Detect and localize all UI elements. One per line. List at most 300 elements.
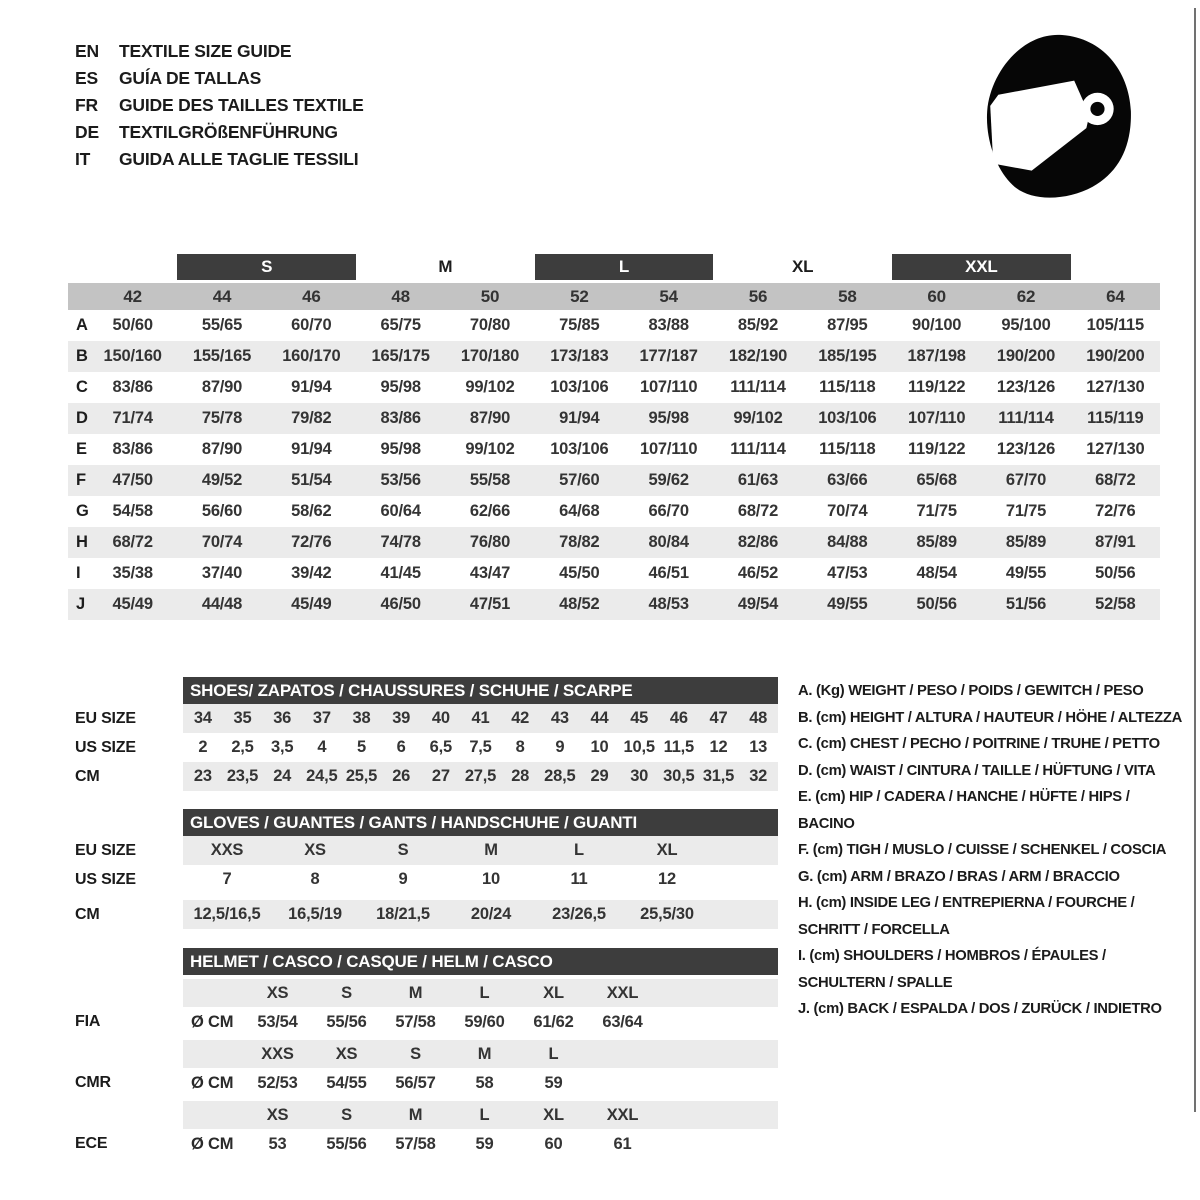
cell-value: 30,5 xyxy=(663,767,695,785)
cell-value: 9 xyxy=(555,738,565,756)
language-code: EN xyxy=(75,41,99,61)
numeric-size-58: 58 xyxy=(838,286,857,306)
numeric-size-header-row xyxy=(68,283,1160,310)
helmet-size-label: S xyxy=(341,1105,352,1124)
language-code: ES xyxy=(75,68,98,88)
cell-value: 55/56 xyxy=(326,1012,367,1031)
cell-value: 190/200 xyxy=(996,347,1056,365)
numeric-size-50: 50 xyxy=(480,286,500,306)
cell-value: 111/114 xyxy=(730,378,786,396)
helmet-groups xyxy=(75,979,778,1159)
cell-value: 26 xyxy=(392,767,411,785)
cell-value: 46/50 xyxy=(380,595,421,613)
cell-value: 46 xyxy=(669,709,688,727)
helmet-row-ece xyxy=(75,1129,778,1159)
language-code: FR xyxy=(75,95,98,115)
cell-value: 83/86 xyxy=(380,409,421,427)
cell-value: 57/60 xyxy=(559,471,600,489)
cell-value: 111/114 xyxy=(730,440,786,458)
cell-value: 58/62 xyxy=(291,502,332,520)
cell-value: 51/54 xyxy=(291,471,332,489)
cell-value: 23/26,5 xyxy=(552,905,606,923)
helmet-size-label: XS xyxy=(335,1044,358,1063)
cell-value: 20/24 xyxy=(470,905,512,923)
unit-label: Ø CM xyxy=(191,1134,234,1153)
cell-value: 103/106 xyxy=(550,378,609,396)
helmet-size-header-cmr xyxy=(75,1040,778,1068)
cell-value: 87/95 xyxy=(827,316,868,334)
cell-value: 50/56 xyxy=(1095,564,1136,582)
cell-value: 165/175 xyxy=(371,347,430,365)
cell-value: 91/94 xyxy=(559,409,600,427)
cell-value: 59/62 xyxy=(648,471,689,489)
shoes-section xyxy=(75,677,778,791)
language-code: IT xyxy=(75,149,91,169)
cell-value: 44 xyxy=(590,709,609,727)
cell-value: 45 xyxy=(630,709,649,727)
table-row-g xyxy=(68,496,1160,527)
cell-value: 60/64 xyxy=(380,502,421,520)
cell-value: 27 xyxy=(431,767,450,785)
cell-value: 83/86 xyxy=(112,440,153,458)
unit-label: Ø CM xyxy=(191,1012,234,1031)
helmet-size-label: S xyxy=(410,1044,421,1063)
cell-value: 25,5/30 xyxy=(640,905,694,923)
cell-value: 25,5 xyxy=(345,767,378,785)
legend-item-i: I. (cm) SHOULDERS / HOMBROS / ÉPAULES / SCHULTERN / SPALLE xyxy=(798,948,1106,991)
cell-value: 55/65 xyxy=(201,316,243,334)
cell-value: 63/64 xyxy=(602,1012,643,1031)
cell-value: 72/76 xyxy=(1095,502,1136,520)
cell-value: 85/92 xyxy=(737,316,779,334)
size-label-s: S xyxy=(177,254,356,280)
cell-value: 12,5/16,5 xyxy=(193,905,261,923)
cell-value: 103/106 xyxy=(818,409,877,427)
cell-value: 43 xyxy=(550,709,569,727)
size-label-xl: XL xyxy=(792,257,814,276)
cell-value: 160/170 xyxy=(282,347,341,365)
cell-value: 115/118 xyxy=(819,440,876,458)
row-letter: J xyxy=(76,595,85,613)
cell-value: 123/126 xyxy=(996,378,1056,396)
standard-label: CMR xyxy=(75,1074,111,1091)
cell-value: 75/85 xyxy=(559,316,600,334)
cell-value: 53/54 xyxy=(257,1012,298,1031)
gloves-values xyxy=(183,836,778,865)
cell-value: 54/58 xyxy=(112,502,153,520)
gloves-values xyxy=(183,900,778,929)
numeric-size-48: 48 xyxy=(391,286,410,306)
cell-value: 56/57 xyxy=(395,1073,436,1092)
cell-value: 119/122 xyxy=(907,440,966,458)
helmet-size-label: M xyxy=(408,1105,423,1124)
cell-value: 34 xyxy=(193,709,212,727)
helmet-size-label: L xyxy=(548,1044,559,1063)
language-title: TEXTILGRÖßENFÜHRUNG xyxy=(119,122,338,142)
cell-value: 59 xyxy=(475,1134,494,1153)
cell-value: 99/102 xyxy=(465,440,515,458)
cell-value: 2,5 xyxy=(231,738,254,756)
cell-value: 155/165 xyxy=(192,347,252,365)
cell-value: 78/82 xyxy=(559,533,600,551)
cell-value: 47/50 xyxy=(112,471,153,489)
helmet-size-label: S xyxy=(341,983,352,1002)
cell-value: 60/70 xyxy=(291,316,332,334)
row-letter: H xyxy=(76,533,88,551)
table-row-j xyxy=(68,589,1160,620)
cell-value: 90/100 xyxy=(912,316,962,334)
letter-size-header-row xyxy=(68,253,1160,281)
cell-value: 64/68 xyxy=(559,502,600,520)
helmet-size-label: XXL xyxy=(606,1105,639,1124)
cell-value: 67/70 xyxy=(1005,471,1047,489)
helmet-sizes xyxy=(183,1040,778,1068)
cell-value: 49/55 xyxy=(827,595,868,613)
cell-value: 29 xyxy=(590,767,609,785)
cell-value: 107/110 xyxy=(639,440,698,458)
language-row xyxy=(75,92,364,119)
helmet-size-label: XS xyxy=(266,983,289,1002)
helmet-size-label: M xyxy=(408,983,423,1002)
cell-value: S xyxy=(397,841,409,859)
row-label: CM xyxy=(75,905,100,923)
cell-value: 53 xyxy=(268,1134,287,1153)
cell-value: 105/115 xyxy=(1086,316,1144,334)
gloves-rows xyxy=(75,836,778,929)
cell-value: 84/88 xyxy=(827,533,868,551)
cell-value: M xyxy=(484,841,498,859)
cell-value: 57/58 xyxy=(395,1134,436,1153)
cell-value: 150/160 xyxy=(103,347,162,365)
numeric-size-60: 60 xyxy=(927,286,946,306)
page-edge-line xyxy=(1194,8,1196,1112)
language-title: TEXTILE SIZE GUIDE xyxy=(119,41,292,61)
cell-value: 127/130 xyxy=(1086,378,1145,396)
cell-value: 54/55 xyxy=(326,1073,367,1092)
cell-value: 12 xyxy=(658,870,676,888)
cell-value: 107/110 xyxy=(639,378,698,396)
cell-value: 95/98 xyxy=(380,378,421,396)
helmet-size-label: M xyxy=(477,1044,492,1063)
cell-value: 87/90 xyxy=(201,440,243,458)
cell-value: 60 xyxy=(544,1134,563,1153)
cell-value: 87/90 xyxy=(469,409,511,427)
standard-label: ECE xyxy=(75,1135,108,1152)
cell-value: 61 xyxy=(613,1134,632,1153)
cell-value: 11 xyxy=(570,870,588,888)
language-code: DE xyxy=(75,122,99,142)
helmet-values xyxy=(183,1007,778,1037)
cell-value: 40 xyxy=(431,709,450,727)
cell-value: 48 xyxy=(749,709,768,727)
shoes-title: SHOES/ ZAPATOS / CHAUSSURES / SCHUHE / SCARPE xyxy=(183,677,778,704)
cell-value: 4 xyxy=(317,738,327,756)
language-row xyxy=(75,119,364,146)
cell-value: 119/122 xyxy=(907,378,966,396)
shoes-row-cm xyxy=(75,762,778,791)
cell-value: 44/48 xyxy=(201,595,243,613)
cell-value: 46/52 xyxy=(737,564,779,582)
cell-value: 13 xyxy=(749,738,768,756)
cell-value: 190/200 xyxy=(1086,347,1145,365)
cell-value: 68/72 xyxy=(1095,471,1136,489)
cell-value: 35/38 xyxy=(112,564,153,582)
cell-value: XL xyxy=(656,841,678,859)
helmet-values xyxy=(183,1068,778,1098)
cell-value: 10,5 xyxy=(623,738,655,756)
helmet-size-label: XXS xyxy=(261,1044,294,1063)
shoes-rows xyxy=(75,704,778,791)
cell-value: 35 xyxy=(233,709,252,727)
cell-value: 52/53 xyxy=(257,1073,298,1092)
legend-item-j: J. (cm) BACK / ESPALDA / DOS / ZURÜCK / INDIETRO xyxy=(798,1001,1162,1017)
row-letter: E xyxy=(76,440,87,458)
cell-value: 70/74 xyxy=(827,502,868,520)
cell-value: 53/56 xyxy=(380,471,421,489)
cell-value: 8 xyxy=(515,738,525,756)
numeric-size-52: 52 xyxy=(570,286,589,306)
helmet-row-cmr xyxy=(75,1068,778,1098)
cell-value: 115/119 xyxy=(1087,409,1144,427)
cell-value: 79/82 xyxy=(291,409,332,427)
legend-item-c: C. (cm) CHEST / PECHO / POITRINE / TRUHE / PETTO xyxy=(798,736,1160,752)
gloves-values xyxy=(183,865,778,894)
helmet-row-fia xyxy=(75,1007,778,1037)
cell-value: 55/58 xyxy=(469,471,511,489)
row-letter: G xyxy=(76,502,89,520)
numeric-size-54: 54 xyxy=(659,286,678,306)
cell-value: 27,5 xyxy=(464,767,497,785)
helmet-size-header-ece xyxy=(75,1101,778,1129)
row-label: US SIZE xyxy=(75,870,136,888)
cell-value: 107/110 xyxy=(907,409,966,427)
cell-value: 47 xyxy=(709,709,728,727)
row-letter: B xyxy=(76,347,88,365)
unit-label: Ø CM xyxy=(191,1073,234,1092)
cell-value: 18/21,5 xyxy=(376,905,430,923)
cell-value: 61/63 xyxy=(737,471,779,489)
cell-value: 182/190 xyxy=(728,347,788,365)
cell-value: 55/56 xyxy=(326,1134,367,1153)
table-row-e xyxy=(68,434,1160,465)
legend-item-h: H. (cm) INSIDE LEG / ENTREPIERNA / FOURCHE / SCHRITT / FORCELLA xyxy=(798,895,1135,938)
cell-value: 63/66 xyxy=(827,471,868,489)
cell-value: 66/70 xyxy=(648,502,689,520)
cell-value: 43/47 xyxy=(469,564,511,582)
table-row-h xyxy=(68,527,1160,558)
cell-value: 7 xyxy=(222,870,232,888)
cell-value: 39 xyxy=(392,709,411,727)
cell-value: 49/55 xyxy=(1005,564,1047,582)
helmet-size-header-fia xyxy=(75,979,778,1007)
legend-item-a: A. (Kg) WEIGHT / PESO / POIDS / GEWITCH / PESO xyxy=(798,683,1144,699)
cell-value: 10 xyxy=(482,870,500,888)
shoes-values xyxy=(183,733,778,762)
cell-value: 38 xyxy=(352,709,371,727)
size-label-l: L xyxy=(535,254,714,280)
cell-value: 23,5 xyxy=(226,767,259,785)
row-letter: A xyxy=(76,316,88,334)
cell-value: 7,5 xyxy=(469,738,492,756)
cell-value: 99/102 xyxy=(733,409,783,427)
cell-value: 103/106 xyxy=(550,440,609,458)
cell-value: 70/80 xyxy=(469,316,511,334)
cell-value: 24 xyxy=(273,767,292,785)
cell-value: 5 xyxy=(357,738,366,756)
cell-value: 48/53 xyxy=(648,595,689,613)
cell-value: 31,5 xyxy=(702,767,735,785)
cell-value: 61/62 xyxy=(533,1012,574,1031)
cell-value: 36 xyxy=(273,709,292,727)
cell-value: 99/102 xyxy=(465,378,515,396)
row-label: EU SIZE xyxy=(75,709,136,727)
helmet-title: HELMET / CASCO / CASQUE / HELM / CASCO xyxy=(183,948,778,975)
gloves-row-cm xyxy=(75,900,778,929)
language-row xyxy=(75,146,364,173)
gloves-row-us-size xyxy=(75,865,778,894)
helmet-size-label: XL xyxy=(543,983,564,1002)
cell-value: 82/86 xyxy=(737,533,779,551)
numeric-size-44: 44 xyxy=(212,286,232,306)
numeric-size-56: 56 xyxy=(748,286,768,306)
cell-value: 47/53 xyxy=(827,564,868,582)
cell-value: 6 xyxy=(396,738,406,756)
cell-value: 12 xyxy=(709,738,728,756)
cell-value: 71/75 xyxy=(1005,502,1047,520)
cell-value: 74/78 xyxy=(380,533,421,551)
legend-item-b: B. (cm) HEIGHT / ALTURA / HAUTEUR / HÖHE / ALTEZZA xyxy=(798,709,1182,726)
cell-value: 173/183 xyxy=(550,347,609,365)
cell-value: 111/114 xyxy=(998,409,1054,427)
cell-value: 87/91 xyxy=(1095,533,1136,551)
cell-value: 72/76 xyxy=(291,533,332,551)
cell-value: 115/118 xyxy=(819,378,876,396)
cell-value: 85/89 xyxy=(916,533,957,551)
cell-value: 58 xyxy=(475,1073,494,1092)
cell-value: 71/74 xyxy=(112,409,153,427)
cell-value: 57/58 xyxy=(395,1012,436,1031)
cell-value: 49/54 xyxy=(737,595,779,613)
shoes-row-eu-size xyxy=(75,704,778,733)
cell-value: 85/89 xyxy=(1005,533,1047,551)
row-letter: I xyxy=(76,564,81,582)
measurement-legend xyxy=(798,678,1186,1023)
cell-value: 71/75 xyxy=(916,502,957,520)
cell-value: 62/66 xyxy=(469,502,511,520)
cell-value: 76/80 xyxy=(469,533,511,551)
cell-value: 37/40 xyxy=(201,564,243,582)
cell-value: 41 xyxy=(471,709,490,727)
textile-size-table-body xyxy=(68,310,1160,620)
helmet-values xyxy=(183,1129,778,1159)
language-title: GUIDA ALLE TAGLIE TESSILI xyxy=(119,149,359,169)
cell-value: 75/78 xyxy=(201,409,243,427)
cell-value: 30 xyxy=(630,767,649,785)
cell-value: 24,5 xyxy=(306,767,338,785)
gloves-title: GLOVES / GUANTES / GANTS / HANDSCHUHE / GUANTI xyxy=(183,809,778,836)
helmet-size-label: XXL xyxy=(606,983,639,1002)
cell-value: 68/72 xyxy=(737,502,779,520)
cell-value: 6,5 xyxy=(429,738,452,756)
standard-label: FIA xyxy=(75,1013,101,1030)
cell-value: 59 xyxy=(544,1073,563,1092)
cell-value: 41/45 xyxy=(380,564,421,582)
shoes-row-us-size xyxy=(75,733,778,762)
cell-value: 10 xyxy=(590,738,609,756)
cell-value: 65/75 xyxy=(380,316,421,334)
shoes-values xyxy=(183,762,778,791)
cell-value: 47/51 xyxy=(469,595,511,613)
row-label: CM xyxy=(75,767,100,785)
helmet-size-label: XS xyxy=(266,1105,289,1124)
row-letter: F xyxy=(76,471,86,489)
row-letter: D xyxy=(76,409,88,427)
cell-value: 127/130 xyxy=(1086,440,1145,458)
table-row-d xyxy=(68,403,1160,434)
row-label: US SIZE xyxy=(75,738,136,756)
cell-value: 45/49 xyxy=(112,595,153,613)
cell-value: 49/52 xyxy=(201,471,243,489)
cell-value: 95/98 xyxy=(648,409,689,427)
table-row-b xyxy=(68,341,1160,372)
gloves-section xyxy=(75,809,778,929)
cell-value: 28,5 xyxy=(544,767,576,785)
size-label-xxl: XXL xyxy=(892,254,1071,280)
language-title: GUIDE DES TAILLES TEXTILE xyxy=(119,95,364,115)
cell-value: 83/88 xyxy=(648,316,689,334)
cell-value: 170/180 xyxy=(460,347,520,365)
cell-value: 28 xyxy=(511,767,530,785)
cell-value: 16,5/19 xyxy=(288,905,342,923)
cell-value: 11,5 xyxy=(663,738,695,756)
helmet-size-label: L xyxy=(479,983,490,1002)
numeric-size-64: 64 xyxy=(1106,286,1125,306)
table-row-c xyxy=(68,372,1160,403)
cell-value: 83/86 xyxy=(112,378,153,396)
language-row xyxy=(75,38,364,65)
cell-value: 51/56 xyxy=(1005,595,1047,613)
numeric-size-62: 62 xyxy=(1016,286,1036,306)
cell-value: 50/60 xyxy=(112,316,153,334)
cell-value: 32 xyxy=(749,767,768,785)
cell-value: 95/98 xyxy=(380,440,421,458)
cell-value: 37 xyxy=(312,709,331,727)
legend-item-f: F. (cm) TIGH / MUSLO / CUISSE / SCHENKEL / COSCIA xyxy=(798,842,1167,858)
numeric-size-46: 46 xyxy=(302,286,321,306)
language-title: GUÍA DE TALLAS xyxy=(119,68,262,88)
cell-value: 52/58 xyxy=(1095,595,1136,613)
helmet-size-label: XL xyxy=(543,1105,564,1124)
cell-value: 9 xyxy=(398,870,408,888)
cell-value: 91/94 xyxy=(291,440,332,458)
cell-value: 185/195 xyxy=(818,347,877,365)
helmet-sizes xyxy=(183,979,778,1007)
cell-value: 65/68 xyxy=(916,471,957,489)
cell-value: XXS xyxy=(210,841,244,859)
shoes-values xyxy=(183,704,778,733)
legend-item-g: G. (cm) ARM / BRAZO / BRAS / ARM / BRACCIO xyxy=(798,868,1120,885)
legend-item-e: E. (cm) HIP / CADERA / HANCHE / HÜFTE / HIPS / BACINO xyxy=(798,789,1130,832)
language-row xyxy=(75,65,364,92)
row-letter: C xyxy=(76,378,88,396)
table-row-f xyxy=(68,465,1160,496)
cell-value: 123/126 xyxy=(996,440,1056,458)
cell-value: L xyxy=(574,841,584,859)
helmet-section xyxy=(75,948,778,1159)
textile-size-table xyxy=(68,253,1160,620)
cell-value: 48/52 xyxy=(559,595,600,613)
cell-value: 2 xyxy=(198,738,208,756)
